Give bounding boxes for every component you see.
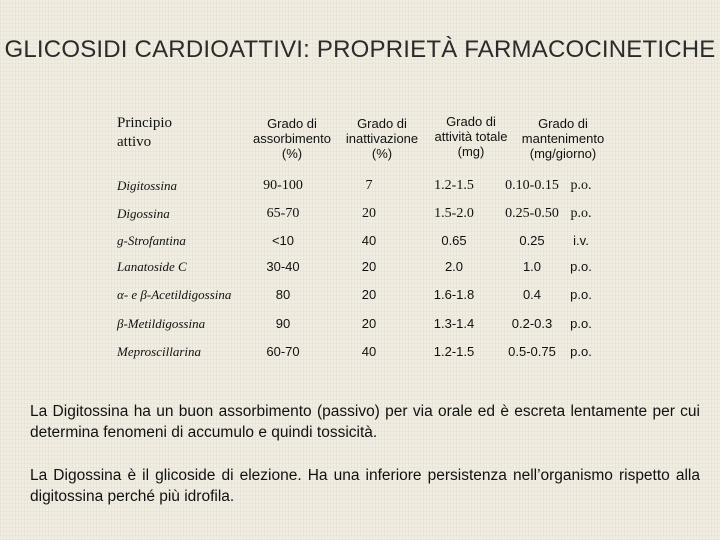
- paragraph-digossina: La Digossina è il glicoside di elezione. Ha una inferiore persistenza nell’organismo rispetto alla digitossina perché più idrofila.: [30, 467, 700, 505]
- header-inattivazione: Grado di inattivazione (%): [345, 116, 419, 161]
- cell-inatt: 20: [362, 206, 376, 221]
- cell-assorb: 65-70: [266, 206, 300, 221]
- cell-inatt: 20: [361, 287, 377, 302]
- cell-via: i.v.: [573, 233, 589, 248]
- cell-mant: 0.4: [522, 287, 542, 302]
- header-assorbimento: Grado di assorbimento (%): [252, 116, 332, 161]
- cell-assorb: <10: [271, 233, 295, 248]
- cell-mant: 0.25-0.50: [505, 206, 559, 221]
- header-attivita-totale: Grado di attività totale (mg): [434, 114, 508, 159]
- cell-via: p.o.: [570, 316, 592, 331]
- cell-assorb: 80: [275, 287, 291, 302]
- cell-mant: 0.25: [519, 233, 545, 248]
- row-name: Lanatoside C: [117, 259, 187, 274]
- cell-attiv: 1.3-1.4: [433, 316, 475, 331]
- cell-attiv: 1.2-1.5: [434, 178, 474, 193]
- cell-via: p.o.: [570, 344, 592, 359]
- cell-mant: 0.2-0.3: [511, 316, 553, 331]
- cell-mant: 0.10-0.15: [505, 178, 559, 193]
- cell-inatt: 40: [361, 344, 377, 359]
- cell-via: p.o.: [570, 178, 592, 193]
- cell-inatt: 7: [365, 178, 373, 193]
- cell-attiv: 1.5-2.0: [434, 206, 474, 221]
- cell-assorb: 90: [275, 316, 291, 331]
- cell-inatt: 40: [361, 233, 377, 248]
- row-name: Meproscillarina: [117, 344, 202, 359]
- cell-mant: 1.0: [522, 259, 542, 274]
- header-mantenimento: Grado di mantenimento (mg/giorno): [521, 116, 605, 161]
- paragraph-digitossina: La Digitossina ha un buon assorbimento (passivo) per via orale ed è escreta lentamente per cui determina fenomeni di accumulo e quindi tossicità.: [30, 403, 700, 441]
- cell-mant: 0.5-0.75: [508, 344, 556, 359]
- cell-assorb: 90-100: [263, 178, 303, 193]
- row-name: g-Strofantina: [117, 233, 186, 248]
- cell-attiv: 2.0: [444, 259, 464, 274]
- row-name: α- e β-Acetildigossina: [117, 287, 232, 302]
- cell-inatt: 20: [361, 316, 377, 331]
- cell-inatt: 20: [361, 259, 377, 274]
- header-principio-attivo: Principio attivo: [117, 115, 172, 150]
- row-name: β-Metildigossina: [117, 316, 206, 331]
- cell-attiv: 0.65: [441, 233, 467, 248]
- cell-attiv: 1.2-1.5: [433, 344, 475, 359]
- cell-via: p.o.: [570, 287, 592, 302]
- cell-attiv: 1.6-1.8: [433, 287, 475, 302]
- cell-via: p.o.: [570, 259, 592, 274]
- cell-assorb: 60-70: [266, 344, 300, 359]
- page-title: GLICOSIDI CARDIOATTIVI: PROPRIETÀ FARMACOCINETICHE: [4, 36, 716, 63]
- cell-assorb: 30-40: [266, 259, 300, 274]
- row-name: Digossina: [117, 206, 170, 221]
- cell-via: p.o.: [570, 206, 592, 221]
- row-name: Digitossina: [117, 178, 177, 193]
